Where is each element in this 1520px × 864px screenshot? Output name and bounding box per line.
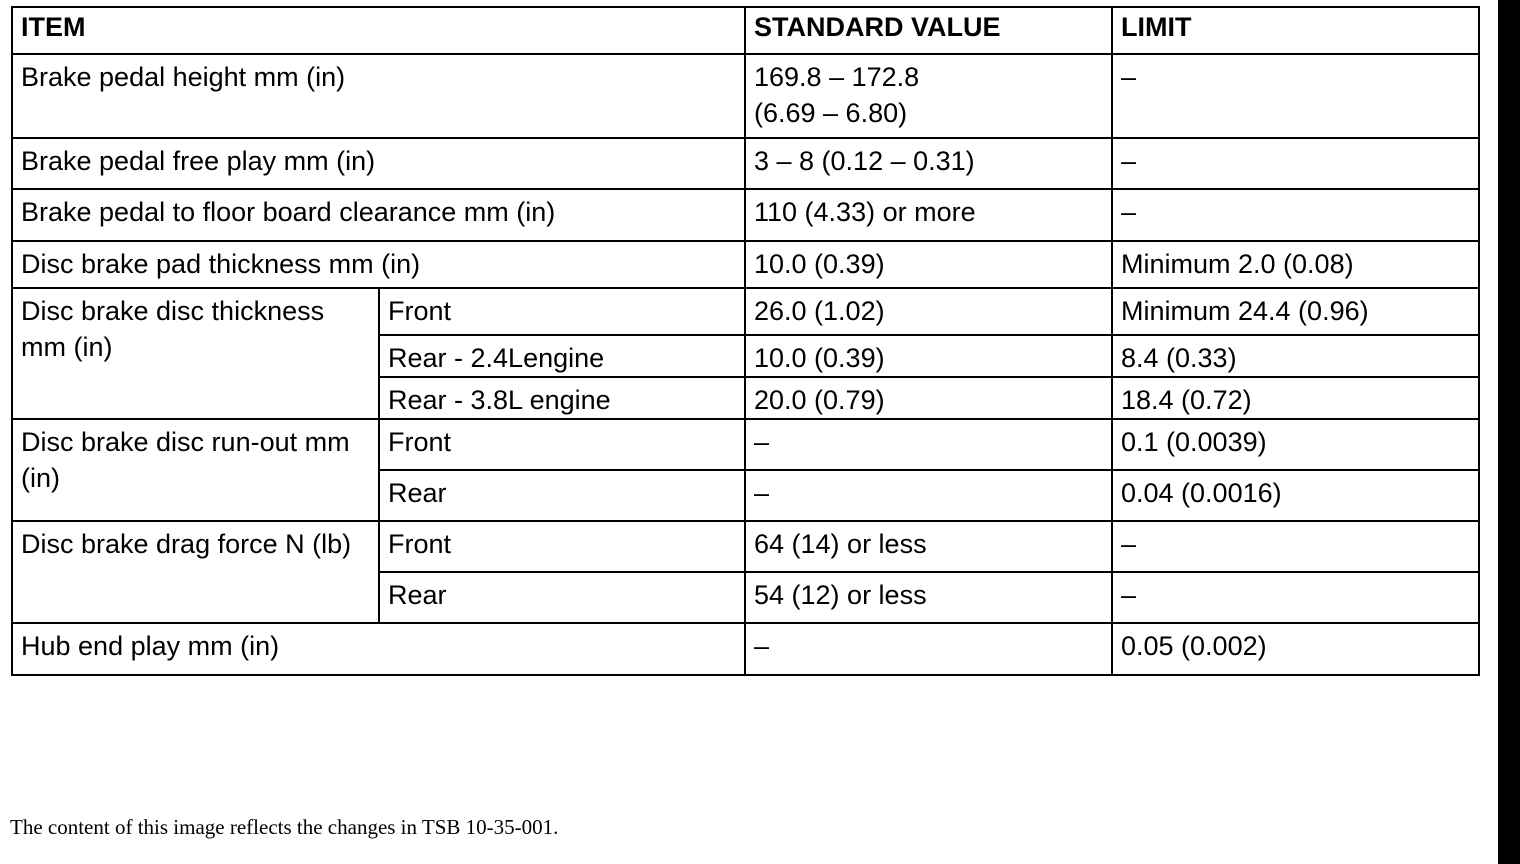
limit-cell: – [1112, 521, 1479, 572]
standard-value-cell: 10.0 (0.39) [745, 241, 1112, 288]
table-row [12, 419, 1479, 470]
sub-item-cell: Front [379, 419, 745, 470]
limit-cell: 8.4 (0.33) [1112, 335, 1479, 377]
limit-cell: – [1112, 189, 1479, 241]
table-row [12, 54, 1479, 138]
limit-cell: Minimum 24.4 (0.96) [1112, 288, 1479, 335]
standard-value-cell: 54 (12) or less [745, 572, 1112, 623]
sub-item-cell: Rear - 2.4Lengine [379, 335, 745, 377]
standard-value-cell: 20.0 (0.79) [745, 377, 1112, 419]
standard-value-cell [745, 54, 1112, 138]
group-item-cell: Disc brake drag force N (lb) [12, 521, 379, 623]
sub-item-cell: Rear [379, 572, 745, 623]
group-item-cell: Disc brake disc run-out mm (in) [12, 419, 379, 521]
item-cell: Hub end play mm (in) [12, 623, 745, 675]
item-cell: Brake pedal height mm (in) [12, 54, 745, 138]
item-cell: Brake pedal free play mm (in) [12, 138, 745, 189]
sub-item-cell: Front [379, 288, 745, 335]
standard-value-cell: – [745, 623, 1112, 675]
limit-cell: – [1112, 572, 1479, 623]
limit-cell: – [1112, 54, 1479, 138]
sub-item-cell: Rear [379, 470, 745, 521]
item-cell: Brake pedal to floor board clearance mm (in) [12, 189, 745, 241]
standard-value-cell: – [745, 470, 1112, 521]
header-standard-value: STANDARD VALUE [745, 7, 1112, 54]
standard-value-cell: 64 (14) or less [745, 521, 1112, 572]
table-row [12, 189, 1479, 241]
standard-value-cell: – [745, 419, 1112, 470]
limit-cell: 18.4 (0.72) [1112, 377, 1479, 419]
table-row [12, 521, 1479, 572]
standard-value-cell: 26.0 (1.02) [745, 288, 1112, 335]
standard-value-cell: 110 (4.33) or more [745, 189, 1112, 241]
table-row [12, 241, 1479, 288]
limit-cell: Minimum 2.0 (0.08) [1112, 241, 1479, 288]
table-row [12, 288, 1479, 335]
table-header-row [12, 7, 1479, 54]
standard-value-line: (6.69 – 6.80) [754, 98, 908, 128]
header-item: ITEM [12, 7, 745, 54]
tsb-footnote: The content of this image reflects the changes in TSB 10-35-001. [10, 815, 559, 839]
brake-specifications-table [11, 6, 1480, 676]
group-item-cell: Disc brake disc thickness mm (in) [12, 288, 379, 419]
sub-item-cell: Rear - 3.8L engine [379, 377, 745, 419]
table-row [12, 623, 1479, 675]
limit-cell: 0.05 (0.002) [1112, 623, 1479, 675]
limit-cell: 0.04 (0.0016) [1112, 470, 1479, 521]
sub-item-cell: Front [379, 521, 745, 572]
header-limit: LIMIT [1112, 7, 1479, 54]
limit-cell: – [1112, 138, 1479, 189]
standard-value-cell: 10.0 (0.39) [745, 335, 1112, 377]
limit-cell: 0.1 (0.0039) [1112, 419, 1479, 470]
table-row [12, 138, 1479, 189]
right-edge-bar [1498, 0, 1520, 864]
standard-value-cell: 3 – 8 (0.12 – 0.31) [745, 138, 1112, 189]
standard-value-line: 169.8 – 172.8 [754, 62, 920, 92]
item-cell: Disc brake pad thickness mm (in) [12, 241, 745, 288]
